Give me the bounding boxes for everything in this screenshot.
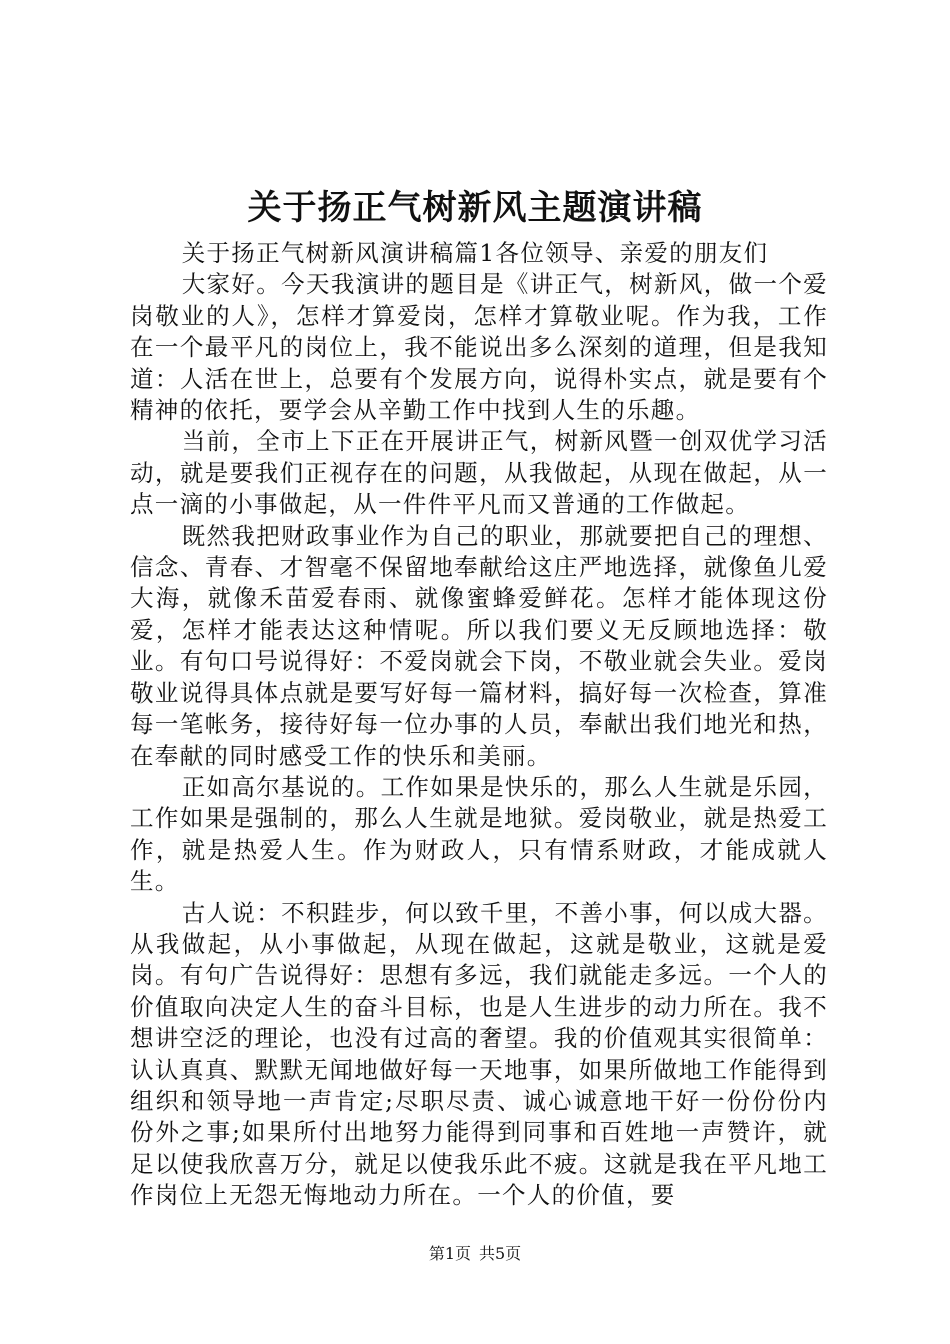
document-title: 关于扬正气树新风主题演讲稿: [247, 188, 703, 228]
page-number-total: 共5页: [479, 1244, 522, 1263]
paragraph: 古人说：不积跬步，何以致千里，不善小事，何以成大器。从我做起，从小事做起，从现在做起，这就是敬业，这就是爱岗。有句广告说得好：思想有多远，我们就能走多远。一个人的价值取向决定人生的奋斗目标，也是人生进步的动力所在。我不想讲空泛的理论，也没有过高的奢望。我的价值观其实很简单：认认真真、默默无闻地做好每一天地事，如果所做地工作能得到组织和领导地一声肯定;尽职尽责、诚心诚意地干好一份份份内份外之事;如果所付出地努力能得到同事和百姓地一声赞许，就足以使我欣喜万分，就足以使我乐此不疲。这就是我在平凡地工作岗位上无怨无悔地动力所在。一个人的价值，要: [130, 898, 828, 1210]
document-body: [130, 238, 828, 1212]
paragraph: 当前，全市上下正在开展讲正气，树新风暨一创双优学习活动，就是要我们正视存在的问题，从我做起，从现在做起，从一点一滴的小事做起，从一件件平凡而又普通的工作做起。: [130, 427, 828, 519]
paragraph: 关于扬正气树新风演讲稿篇1各位领导、亲爱的朋友们: [181, 239, 769, 267]
page-number-current: 第1页: [428, 1244, 471, 1263]
paragraph: 正如高尔基说的。工作如果是快乐的，那么人生就是乐园，工作如果是强制的，那么人生就是地狱。爱岗敬业，就是热爱工作，就是热爱人生。作为财政人，只有情系财政，才能成就人生。: [130, 772, 828, 896]
paragraph: 既然我把财政事业作为自己的职业，那就要把自己的理想、信念、青春、才智毫不保留地奉献给这庄严地选择，就像鱼儿爱大海，就像禾苗爱春雨、就像蜜蜂爱鲜花。怎样才能体现这份爱，怎样才能表达这种情呢。所以我们要义无反顾地选择：敬业。有句口号说得好：不爱岗就会下岗，不敬业就会失业。爱岗敬业说得具体点就是要写好每一篇材料，搞好每一次检查，算准每一笔帐务，接待好每一位办事的人员，奉献出我们地光和热，在奉献的同时感受工作的快乐和美丽。: [130, 521, 828, 770]
page-footer: [0, 1244, 950, 1264]
paragraph: 大家好。今天我演讲的题目是《讲正气，树新风，做一个爱岗敬业的人》，怎样才算爱岗，怎样才算敬业呢。作为我，工作在一个最平凡的岗位上，我不能说出多么深刻的道理，但是我知道：人活在世上，总要有个发展方向，说得朴实点，就是要有个精神的依托，要学会从辛勤工作中找到人生的乐趣。: [130, 270, 828, 425]
